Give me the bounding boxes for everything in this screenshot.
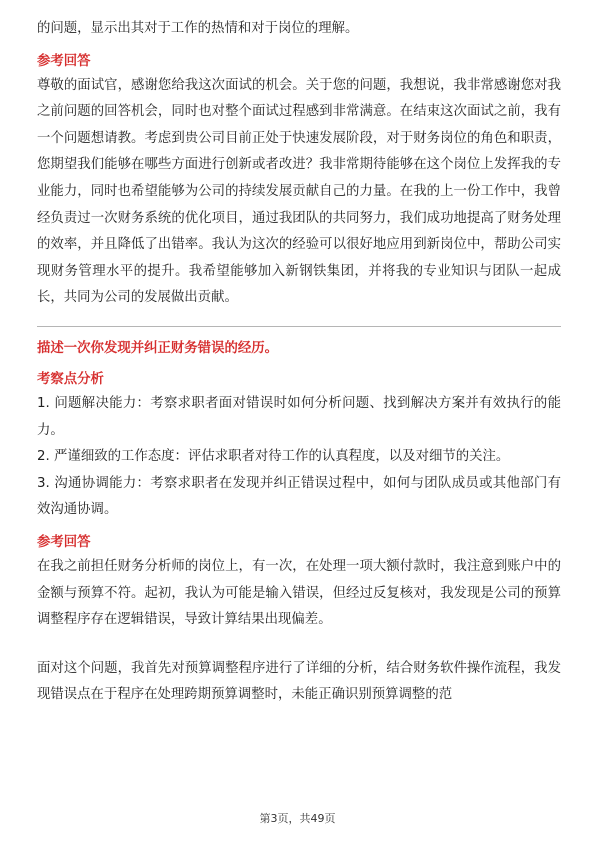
question-title: 描述一次你发现并纠正财务错误的经历。: [37, 340, 279, 356]
answer-label: 参考回答: [37, 534, 91, 550]
answer-paragraph: 尊敬的面试官，感谢您给我这次面试的机会。关于您的问题，我想说，我非常感谢您对我之前问题的回答机会，同时也对整个面试过程感到非常满意。在结束这次面试之前，我有一个问题想请教。考虑到贵公司目前正处于快速发展阶段，对于财务岗位的角色和职责，您期望我们能够在哪些方面进行创新或者改进？我非常期待能够在这个岗位上发挥我的专业能力，同时也希望能够为公司的持续发展贡献自己的力量。在我的上一份工作中，我曾经负责过一次财务系统的优化项目，通过我团队的共同努力，我们成功地提高了财务处理的效率，并且降低了出错率。我认为这次的经验可以很好地应用到新岗位中，帮助公司实现财务管理水平的提升。我希望能够加入新钢铁集团，并将我的专业知识与团队一起成长，共同为公司的发展做出贡献。: [37, 77, 561, 306]
analysis-point: 1. 问题解决能力：考察求职者面对错误时如何分析问题、找到解决方案并有效执行的能力。: [37, 395, 561, 438]
answer-paragraph: 面对这个问题，我首先对预算调整程序进行了详细的分析，结合财务软件操作流程，我发现错误点在于程序在处理跨期预算调整时，未能正确识别预算调整的范: [37, 660, 561, 703]
analysis-label: 考察点分析: [37, 371, 104, 387]
document-page: [37, 16, 561, 709]
analysis-point: 2. 严谨细致的工作态度：评估求职者对待工作的认真程度，以及对细节的关注。: [37, 449, 510, 465]
answer-label: 参考回答: [37, 53, 91, 69]
answer-paragraph: 在我之前担任财务分析师的岗位上，有一次，在处理一项大额付款时，我注意到账户中的金额与预算不符。起初，我认为可能是输入错误，但经过反复核对，我发现是公司的预算调整程序存在逻辑错误，导致计算结果出现偏差。: [37, 558, 561, 628]
paragraph-gap: [37, 634, 561, 656]
intro-tail-paragraph: 的问题，显示出其对于工作的热情和对于岗位的理解。: [37, 21, 359, 36]
section-divider: [37, 326, 561, 327]
page-number-footer: 第3页，共49页: [259, 812, 336, 825]
analysis-point: 3. 沟通协调能力：考察求职者在发现并纠正错误过程中，如何与团队成员或其他部门有效沟通协调。: [37, 475, 561, 518]
